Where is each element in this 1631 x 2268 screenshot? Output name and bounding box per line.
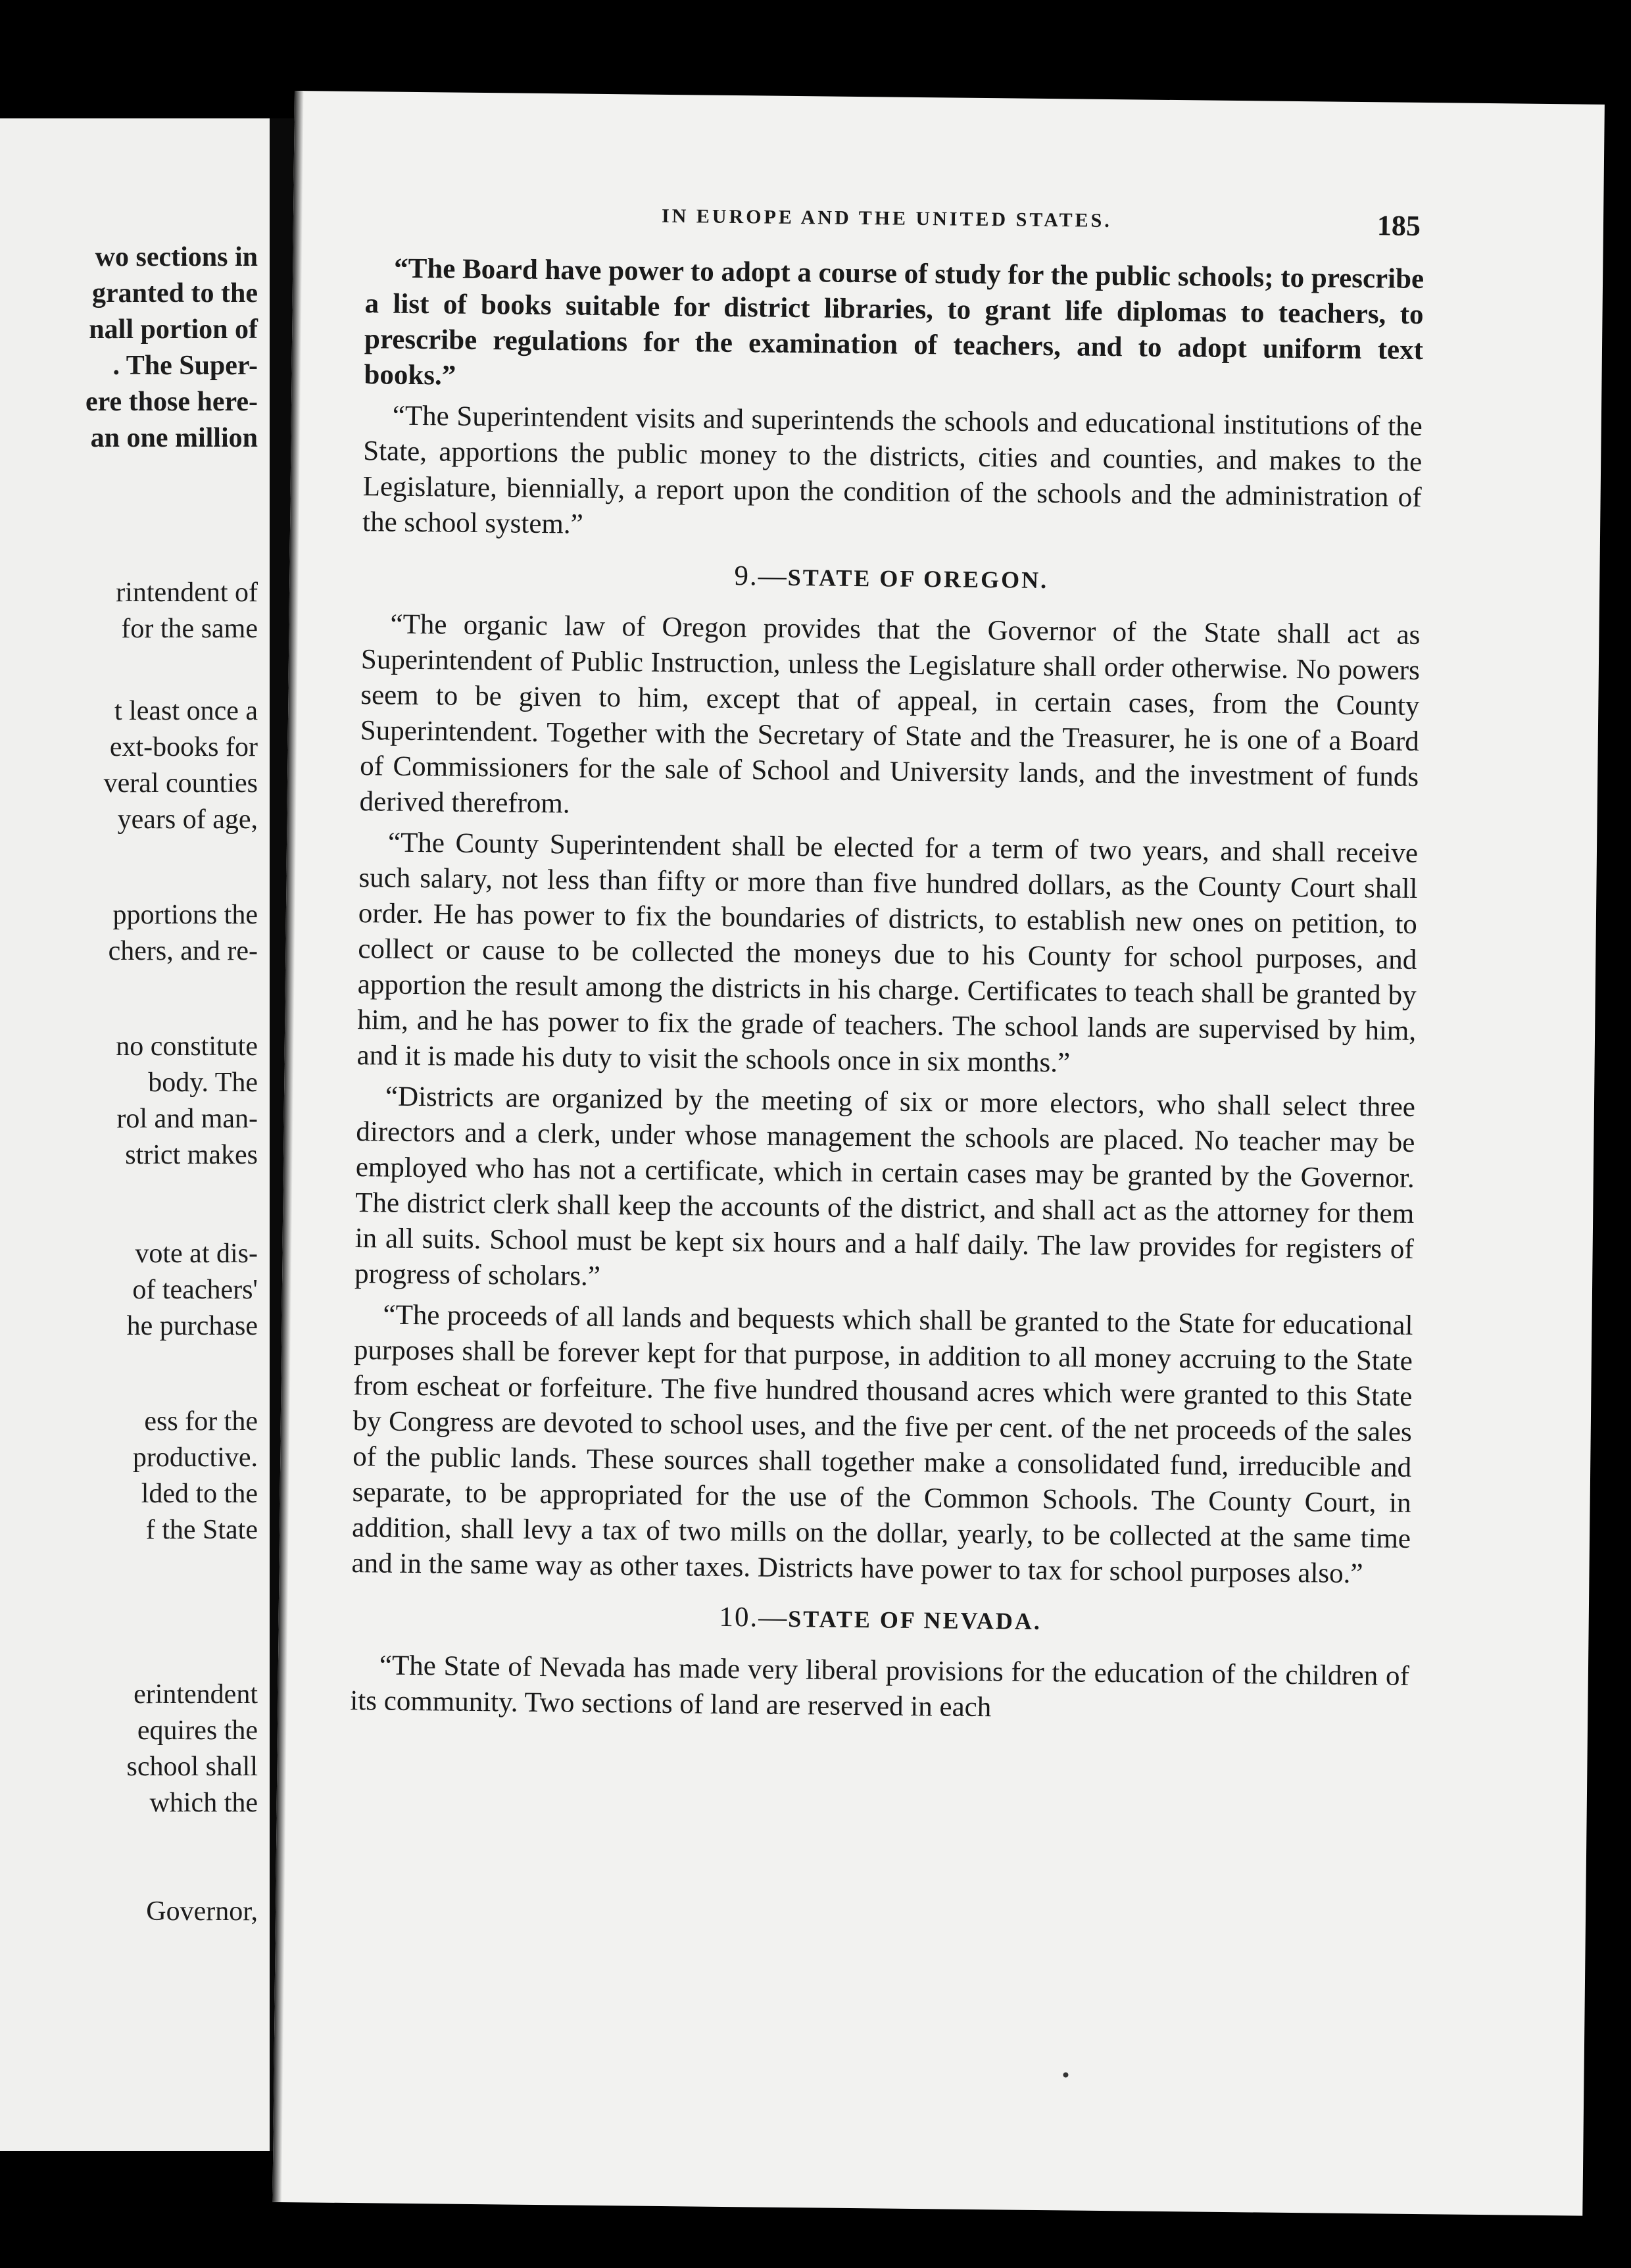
section-number: 10.— (719, 1601, 789, 1633)
left-page-line: t least once a (114, 696, 258, 726)
left-page-line: lded to the (141, 1479, 258, 1509)
left-page-line: f the State (145, 1515, 258, 1545)
left-page-line: . The Super- (112, 351, 258, 381)
left-page-line: of teachers' (132, 1275, 258, 1305)
paragraph-county-superintendent: “The County Superintendent shall be elected for a term of two years, and shall receive such salary, not less than fifty or more than five hundred dollars, as the County Court shall order. He has power to fix the boundaries of districts, to establish new ones on petition, to collect or cause to be collected the moneys due to his County for school purposes, and apportion the result among the districts in his charge. Certificates to teach shall be granted by him, and he has power to fix the grade of teachers. The school lands are supervised by him, and it is made his duty to visit the schools once in six months.” (356, 827, 1419, 1079)
ink-speck (1063, 2072, 1068, 2077)
left-page-line: strict makes (125, 1140, 258, 1170)
left-page-line: pportions the (112, 900, 258, 930)
right-page (272, 91, 1605, 2216)
section-title: STATE OF OREGON. (787, 564, 1049, 594)
left-page-line: productive. (132, 1442, 258, 1473)
left-page-line: vote at dis- (135, 1239, 258, 1269)
left-page-line: nall portion of (89, 314, 258, 345)
left-page-line: equires the (137, 1715, 258, 1746)
page-number: 185 (1376, 209, 1421, 242)
section-number: 9.— (734, 560, 788, 592)
left-page-line: body. The (148, 1068, 258, 1098)
section-heading-oregon (362, 555, 1421, 602)
left-page-line: no constitute (116, 1031, 258, 1062)
left-page-line: chers, and re- (108, 936, 258, 966)
left-page-line: ere those here- (85, 387, 258, 417)
section-heading-nevada (351, 1596, 1409, 1643)
left-page-line: veral counties (103, 768, 258, 799)
paragraph-superintendent: “The Superintendent visits and superintends the schools and educational institutions of the State, apportions the public money to the districts, cities and counties, and makes to the Legislature, biennially, a report upon the condition of the schools and the administration of the school system.” (362, 400, 1423, 540)
left-page-line: years of age, (117, 804, 258, 835)
left-page-line: rintendent of (116, 578, 258, 608)
paragraph-nevada: “The State of Nevada has made very liberal provisions for the education of the children of its community. Two sections of land are reserved in each (350, 1650, 1410, 1723)
paragraph-oregon-organic-law: “The organic law of Oregon provides that the Governor of the State shall act as Superintendent of Public Instruction, unless the Legislature shall order otherwise. No powers seem to be given to him, except that of appeal, in certain cases, from the County Superintendent. Together with the Secretary of State and the Treasurer, he is one of a Board of Commissioners for the sale of School and University lands, and the investment of funds derived therefrom. (359, 608, 1421, 820)
paragraph-districts: “Districts are organized by the meeting of six or more electors, who shall select three directors and a clerk, under whose management the schools are placed. No teacher may be employed who has not a certificate, which in certain cases may be granted by the Governor. The district clerk shall keep the accounts of the district, and shall act as the attorney for them in all suits. School must be kept six hours and a half daily. The law provides for registers of progress of scholars.” (354, 1081, 1416, 1292)
page-header (293, 201, 1604, 255)
section-title: STATE OF NEVADA. (788, 1605, 1042, 1635)
left-page-line: which the (149, 1788, 258, 1818)
left-page-line: ext-books for (109, 732, 258, 762)
left-page-line: erintendent (134, 1679, 258, 1710)
body-text (350, 251, 1424, 1735)
paragraph-board-powers: “The Board have power to adopt a course of study for the public schools; to prescribe a list of books suitable for district libraries, to grant life diplomas to teachers, to prescribe regulations for the examination of teachers, and to adopt uniform text books.” (364, 253, 1424, 391)
paragraph-proceeds: “The proceeds of all lands and bequests which shall be granted to the State for educational purposes shall be forever kept for that purpose, in addition to all money accruing to the State from escheat or forfeiture. The five hundred thousand acres which were granted to this State by Congress are devoted to school uses, and the five per cent. of the net proceeds of the sales of the public lands. These sources shall together make a consolidated fund, irreducible and separate, to be appropriated for the use of the Common Schools. The County Court, in addition, shall levy a tax of two mills on the dollar, yearly, to be collected at the same time and in the same way as other taxes. Districts have power to tax for school purposes also.” (351, 1299, 1413, 1590)
left-page-line: wo sections in (95, 242, 258, 272)
left-page-line: he purchase (126, 1311, 258, 1341)
left-page-line: rol and man- (116, 1104, 258, 1134)
left-page-line: ess for the (144, 1406, 258, 1437)
left-page-fragment (0, 118, 270, 2151)
running-head: IN EUROPE AND THE UNITED STATES. (661, 205, 1112, 232)
left-page-line: for the same (121, 614, 258, 644)
left-page-line: granted to the (92, 278, 258, 308)
left-page-line: school shall (126, 1752, 258, 1782)
left-page-line: Governor, (146, 1896, 258, 1927)
left-page-line: an one million (90, 423, 258, 453)
